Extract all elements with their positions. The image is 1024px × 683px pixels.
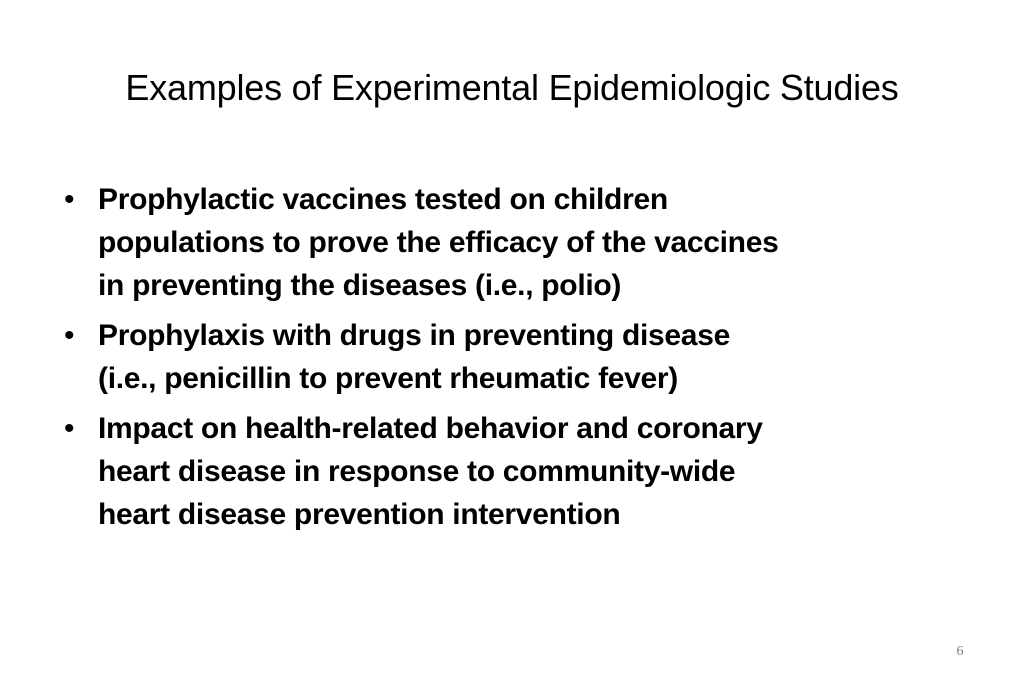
bullet-icon: • bbox=[64, 183, 75, 216]
bullet-icon: • bbox=[64, 319, 75, 352]
bullet-item bbox=[64, 178, 944, 307]
bullet-line: Prophylaxis with drugs in preventing disease bbox=[98, 319, 730, 352]
bullet-line: heart disease prevention intervention bbox=[98, 498, 621, 531]
bullet-line: heart disease in response to community-wide bbox=[98, 455, 736, 488]
bullet-icon: • bbox=[64, 412, 75, 445]
bullet-line: Prophylactic vaccines tested on children bbox=[98, 183, 668, 216]
bullet-item bbox=[64, 407, 944, 536]
bullet-list bbox=[64, 178, 944, 543]
page-number: 6 bbox=[956, 644, 964, 659]
bullet-line: populations to prove the efficacy of the vaccines bbox=[98, 226, 779, 259]
slide-title: Examples of Experimental Epidemiologic Studies bbox=[125, 67, 899, 108]
bullet-line: Impact on health-related behavior and coronary bbox=[98, 412, 763, 445]
bullet-line: in preventing the diseases (i.e., polio) bbox=[98, 269, 622, 302]
bullet-item bbox=[64, 314, 944, 400]
bullet-line: (i.e., penicillin to prevent rheumatic fever) bbox=[98, 362, 678, 395]
